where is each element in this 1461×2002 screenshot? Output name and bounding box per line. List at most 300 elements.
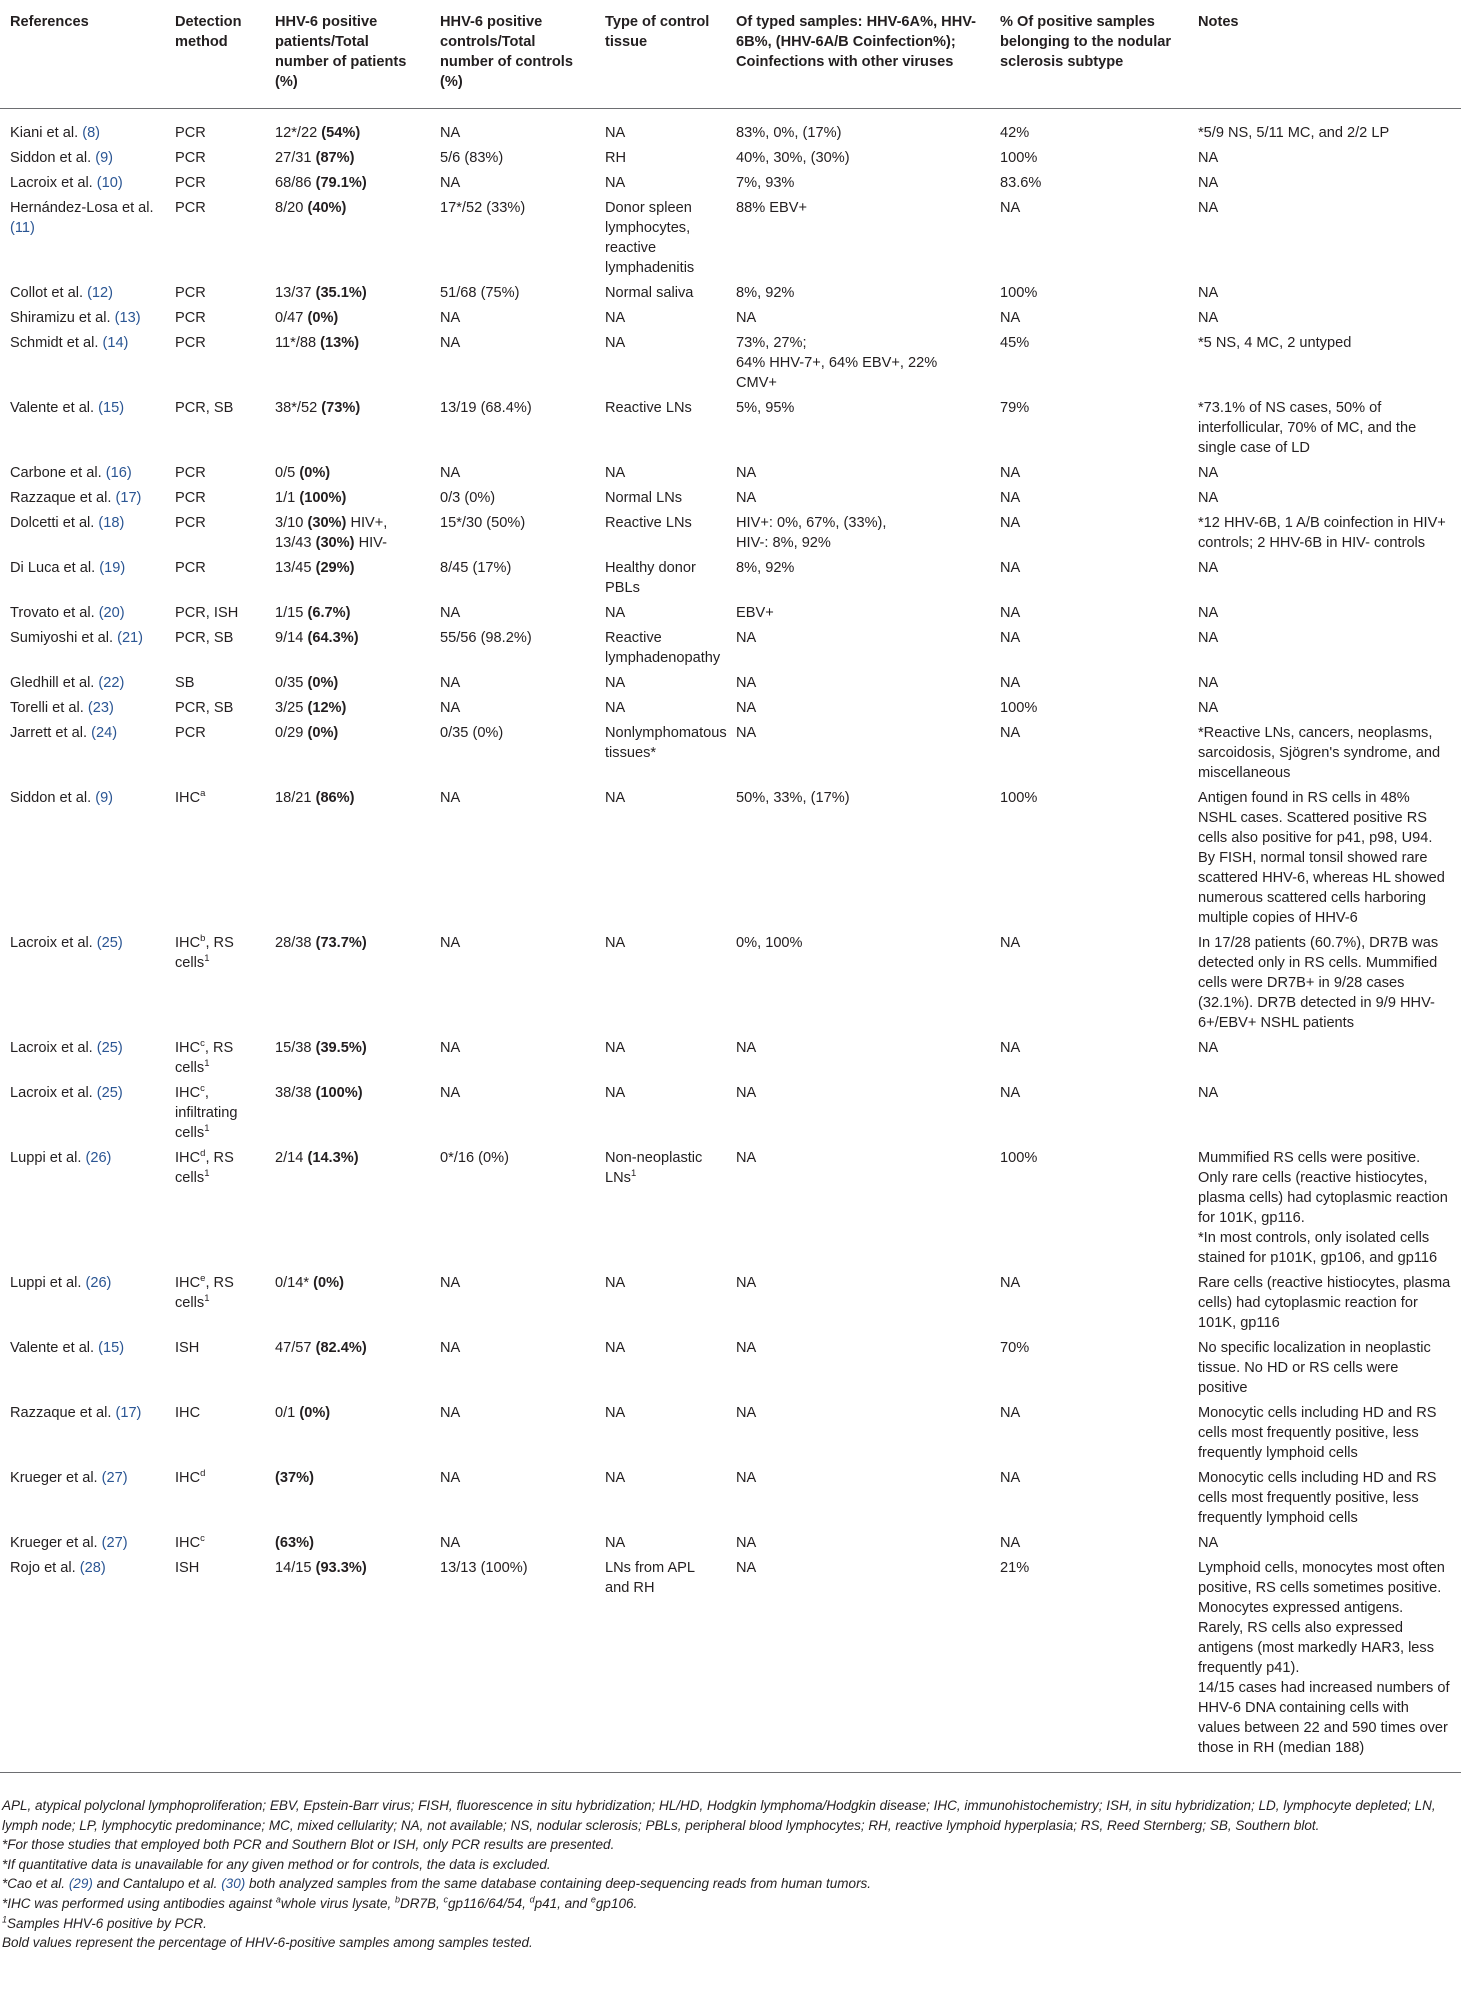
cell-control-tissue <box>595 1270 726 1335</box>
cell-positive-controls: NA <box>440 465 461 481</box>
tissue-text: NA <box>605 1405 626 1421</box>
reference-link[interactable]: (27) <box>101 1535 128 1551</box>
patients-ratio: 1/1 <box>275 490 300 506</box>
cell-detection-method <box>165 670 265 695</box>
reference-link[interactable]: (19) <box>99 560 126 576</box>
cell-control-tissue <box>595 695 726 720</box>
cell-control-tissue <box>595 930 726 1035</box>
reference-author: Jarrett et al. <box>10 725 92 741</box>
reference-link[interactable]: (13) <box>114 310 141 326</box>
cell-positive-patients <box>265 510 430 555</box>
patients-percent: (100%) <box>315 1085 363 1101</box>
cell-reference <box>0 305 165 330</box>
tissue-text: RH <box>605 150 627 166</box>
cell-positive-controls: 0/35 (0%) <box>440 725 504 741</box>
cell-control-tissue <box>595 785 726 930</box>
cell-reference <box>0 1035 165 1080</box>
cell-positive-patients <box>265 1530 430 1555</box>
method-text: IHC <box>175 1535 201 1551</box>
cell-positive-patients <box>265 195 430 280</box>
table-row <box>0 1145 1461 1270</box>
cell-positive-patients <box>265 1080 430 1145</box>
method-footnote-mark: d <box>200 1148 206 1160</box>
cell-positive-patients <box>265 670 430 695</box>
reference-link[interactable]: (30) <box>221 1876 246 1892</box>
table-row <box>0 510 1461 555</box>
patients-percent: (14.3%) <box>307 1150 359 1166</box>
reference-author: Krueger et al. <box>10 1470 102 1486</box>
patients-percent: (39.5%) <box>315 1040 367 1056</box>
cell-typed-samples: NA <box>736 630 757 646</box>
footnote-text: and Cantalupo et al. <box>92 1876 218 1892</box>
cell-control-tissue <box>595 1080 726 1145</box>
reference-author: Valente et al. <box>10 1340 99 1356</box>
reference-link[interactable]: (15) <box>98 1340 125 1356</box>
cell-reference <box>0 280 165 305</box>
tissue-text: NA <box>605 335 626 351</box>
cell-detection-method <box>165 625 265 670</box>
cell-notes: NA <box>1198 630 1219 646</box>
cell-positive-patients <box>265 695 430 720</box>
table-row <box>0 625 1461 670</box>
cell-nodular-sclerosis: 42% <box>1000 125 1030 141</box>
method-text-cont: , RS cells <box>175 1275 234 1311</box>
cell-nodular-sclerosis: NA <box>1000 560 1021 576</box>
method-text: PCR <box>175 200 206 216</box>
cell-typed-samples: NA <box>736 725 757 741</box>
table-row <box>0 195 1461 280</box>
cell-notes: Rare cells (reactive histiocytes, plasma cells) had cytoplasmic reaction for 101K, gp116 <box>1198 1275 1451 1331</box>
header-notes: Notes <box>1188 0 1461 109</box>
cell-positive-controls: 13/13 (100%) <box>430 1555 595 1773</box>
reference-link[interactable]: (11) <box>10 220 35 236</box>
tissue-text: Reactive LNs <box>605 515 692 531</box>
reference-link[interactable]: (25) <box>96 935 123 951</box>
cell-control-tissue <box>595 170 726 195</box>
cell-nodular-sclerosis: NA <box>1000 1275 1021 1291</box>
method-footnote-mark: a <box>200 788 206 800</box>
cell-notes: *12 HHV-6B, 1 A/B coinfection in HIV+ controls; 2 HHV-6B in HIV- controls <box>1198 515 1446 551</box>
reference-link[interactable]: (28) <box>79 1560 106 1576</box>
cell-detection-method <box>165 555 265 600</box>
reference-link[interactable]: (24) <box>91 725 118 741</box>
cell-positive-patients <box>265 720 430 785</box>
cell-detection-method <box>165 1335 265 1400</box>
tissue-footnote-mark: 1 <box>630 1168 637 1180</box>
reference-author: Carbone et al. <box>10 465 106 481</box>
cell-typed-samples: NA <box>736 310 757 326</box>
cell-detection-method <box>165 1035 265 1080</box>
reference-link[interactable]: (9) <box>95 150 114 166</box>
cell-positive-controls: 17*/52 (33%) <box>440 200 526 216</box>
cell-control-tissue <box>595 305 726 330</box>
table-row <box>0 485 1461 510</box>
patients-ratio: 13/37 <box>275 285 316 301</box>
header-references: References <box>0 0 165 109</box>
reference-author: Schmidt et al. <box>10 335 103 351</box>
reference-author: Razzaque et al. <box>10 490 116 506</box>
cell-notes: Monocytic cells including HD and RS cells most frequently positive, less frequently lymphoid cells <box>1198 1405 1437 1461</box>
tissue-text: Normal LNs <box>605 490 683 506</box>
patients-percent: (29%) <box>315 560 355 576</box>
method-text: IHC <box>175 1150 201 1166</box>
cell-detection-method <box>165 1465 265 1530</box>
cell-positive-patients <box>265 280 430 305</box>
reference-link[interactable]: (16) <box>105 465 132 481</box>
footnote-text: DR7B, <box>399 1895 444 1911</box>
patients-ratio: 8/20 <box>275 200 308 216</box>
cell-reference <box>0 460 165 485</box>
reference-author: Sumiyoshi et al. <box>10 630 118 646</box>
header-control-tissue: Type of control tissue <box>595 0 726 109</box>
header-nodular-sclerosis: % Of positive samples belonging to the nodular sclerosis subtype <box>990 0 1188 109</box>
cell-positive-patients <box>265 1335 430 1400</box>
cell-nodular-sclerosis: 70% <box>1000 1340 1030 1356</box>
reference-author: Torelli et al. <box>10 700 88 716</box>
method-footnote-mark: c <box>200 1038 205 1050</box>
table-row <box>0 395 1461 460</box>
cell-detection-method <box>165 695 265 720</box>
reference-link[interactable]: (20) <box>98 605 125 621</box>
table-row <box>0 280 1461 305</box>
patients-ratio: 38*/52 <box>275 400 322 416</box>
cell-detection-method <box>165 930 265 1035</box>
table-row <box>0 1080 1461 1145</box>
reference-author: Luppi et al. <box>10 1275 86 1291</box>
reference-author: Di Luca et al. <box>10 560 100 576</box>
table-row <box>0 930 1461 1035</box>
method-text: PCR <box>175 335 206 351</box>
cell-control-tissue <box>595 485 726 510</box>
table-row <box>0 1465 1461 1530</box>
patients-ratio: 11*/88 <box>275 335 321 351</box>
reference-author: Luppi et al. <box>10 1150 86 1166</box>
cell-detection-method <box>165 1400 265 1465</box>
cell-positive-controls: 0*/16 (0%) <box>440 1150 509 1166</box>
method-footnote-mark: d <box>200 1468 206 1480</box>
cell-nodular-sclerosis: 100% <box>1000 700 1038 716</box>
cell-nodular-sclerosis: 100% <box>1000 1150 1038 1166</box>
cell-reference <box>0 555 165 600</box>
patients-ratio: 0/47 <box>275 310 308 326</box>
method-text: ISH <box>175 1340 200 1356</box>
cell-reference <box>0 109 165 146</box>
reference-link[interactable]: (26) <box>85 1150 112 1166</box>
tissue-text: Nonlymphomatous tissues* <box>605 725 727 761</box>
cell-notes: Lymphoid cells, monocytes most often positive, RS cells sometimes positive. Monocytes expressed antigens. Rarely, RS cells also expressed antigens (most markedly HAR3, less frequently p41). 14/15 cases had increased numbers of HHV-6 DNA containing cells with values between 22 and 590 times over those in RH (median 188) <box>1188 1555 1461 1773</box>
patients-ratio: 13/43 <box>275 535 316 551</box>
tissue-text: NA <box>605 605 626 621</box>
cell-reference <box>0 625 165 670</box>
cell-positive-controls: NA <box>440 700 461 716</box>
reference-link[interactable]: (9) <box>95 790 114 806</box>
cell-typed-samples: 8%, 92% <box>736 560 795 576</box>
cell-reference <box>0 1465 165 1530</box>
cell-typed-samples: 88% EBV+ <box>736 200 807 216</box>
cell-typed-samples: NA <box>736 1150 757 1166</box>
cell-typed-samples: NA <box>736 465 757 481</box>
tissue-text: Reactive lymphadenopathy <box>605 630 721 666</box>
reference-link[interactable]: (21) <box>117 630 144 646</box>
reference-link[interactable]: (27) <box>101 1470 128 1486</box>
reference-link[interactable]: (22) <box>98 675 125 691</box>
patients-percent: (73%) <box>321 400 361 416</box>
cell-typed-samples: 40%, 30%, (30%) <box>736 150 850 166</box>
method-text-cont: , infiltrating cells <box>175 1085 238 1141</box>
tissue-text: Normal saliva <box>605 285 694 301</box>
cell-control-tissue <box>595 670 726 695</box>
cell-notes: NA <box>1198 150 1219 166</box>
footnote-ihc-antibodies: *IHC was performed using antibodies against $^a$whole virus lysate, $^b$DR7B, $^c$gp116/64/54, $^d$p41, and $^e$gp106. <box>2 1894 638 1911</box>
reference-link[interactable]: (25) <box>96 1085 123 1101</box>
cell-detection-method <box>165 195 265 280</box>
reference-author: Trovato et al. <box>10 605 99 621</box>
reference-link[interactable]: (26) <box>85 1275 112 1291</box>
cell-reference <box>0 510 165 555</box>
cell-positive-patients <box>265 930 430 1035</box>
cell-reference <box>0 930 165 1035</box>
cell-notes: Monocytic cells including HD and RS cells most frequently positive, less frequently lymphoid cells <box>1198 1470 1437 1526</box>
header-typed-samples: Of typed samples: HHV-6A%, HHV-6B%, (HHV-6A/B Coinfection%); Coinfections with other viruses <box>726 0 990 109</box>
table-footnotes <box>0 1796 1452 1953</box>
cell-notes: NA <box>1198 675 1219 691</box>
cell-control-tissue <box>595 600 726 625</box>
patients-ratio: 18/21 <box>275 790 316 806</box>
patients-ratio: 14/15 <box>275 1560 316 1576</box>
cell-positive-controls: 0/3 (0%) <box>440 490 496 506</box>
table-row <box>0 1270 1461 1335</box>
cell-nodular-sclerosis: NA <box>1000 675 1021 691</box>
method-text: IHC <box>175 935 201 951</box>
tissue-text: LNs from APL and RH <box>605 1560 695 1596</box>
reference-link[interactable]: (15) <box>98 400 125 416</box>
table-row <box>0 785 1461 930</box>
cell-typed-samples: NA <box>726 1555 990 1773</box>
cell-reference <box>0 170 165 195</box>
cell-control-tissue <box>595 1555 726 1773</box>
patients-percent: (30%) <box>315 535 355 551</box>
patients-ratio: 27/31 <box>275 150 316 166</box>
patients-percent: (6.7%) <box>307 605 351 621</box>
patients-percent: (0%) <box>299 1405 331 1421</box>
cell-positive-patients <box>265 460 430 485</box>
footnote-text: *Cao et al. <box>2 1876 66 1892</box>
cell-nodular-sclerosis: NA <box>1000 200 1021 216</box>
reference-author: Razzaque et al. <box>10 1405 116 1421</box>
cell-typed-samples: HIV+: 0%, 67%, (33%), HIV-: 8%, 92% <box>736 515 887 551</box>
patients-ratio: 0/14* <box>275 1275 314 1291</box>
method-text: PCR <box>175 490 206 506</box>
method-text: SB <box>175 675 195 691</box>
patients-ratio: 9/14 <box>275 630 308 646</box>
cell-positive-patients <box>265 600 430 625</box>
reference-link[interactable]: (18) <box>98 515 125 531</box>
cell-notes: NA <box>1198 465 1219 481</box>
reference-link[interactable]: (23) <box>87 700 114 716</box>
reference-link[interactable]: (29) <box>68 1876 93 1892</box>
cell-typed-samples: NA <box>736 1470 757 1486</box>
table-row <box>0 695 1461 720</box>
cell-nodular-sclerosis: NA <box>1000 630 1021 646</box>
tissue-text: Donor spleen lymphocytes, reactive lymphadenitis <box>605 200 695 276</box>
cell-detection-method <box>165 145 265 170</box>
cell-nodular-sclerosis: 100% <box>1000 285 1038 301</box>
tissue-text: NA <box>605 935 626 951</box>
footnote-text: Samples HHV-6 positive by PCR. <box>7 1915 207 1931</box>
cell-positive-controls: NA <box>440 1470 461 1486</box>
method-text: PCR <box>175 175 206 191</box>
tissue-text: NA <box>605 125 626 141</box>
cell-positive-patients <box>265 485 430 510</box>
cell-control-tissue <box>595 280 726 305</box>
patients-percent: (73.7%) <box>315 935 367 951</box>
cell-positive-patients <box>265 785 430 930</box>
cell-reference <box>0 1145 165 1270</box>
reference-link[interactable]: (12) <box>87 285 114 301</box>
cell-positive-patients <box>265 1555 430 1773</box>
reference-link[interactable]: (25) <box>96 1040 123 1056</box>
patients-ratio: 13/45 <box>275 560 316 576</box>
cell-detection-method <box>165 109 265 146</box>
method-footnote-mark: c <box>200 1083 205 1095</box>
cell-notes: *5/9 NS, 5/11 MC, and 2/2 LP <box>1198 125 1390 141</box>
patients-ratio: 0/35 <box>275 675 308 691</box>
cell-detection-method <box>165 170 265 195</box>
cell-control-tissue <box>595 195 726 280</box>
method-text: PCR <box>175 310 206 326</box>
cell-notes: In 17/28 patients (60.7%), DR7B was detected only in RS cells. Mummified cells were DR7B+ in 9/28 cases (32.1%). DR7B detected in 9/9 HHV-6+/EBV+ NSHL patients <box>1198 935 1439 1031</box>
cell-detection-method <box>165 485 265 510</box>
cell-control-tissue <box>595 1400 726 1465</box>
tissue-text: NA <box>605 1085 626 1101</box>
cell-typed-samples: NA <box>736 1535 757 1551</box>
cell-positive-controls: NA <box>440 125 461 141</box>
cell-typed-samples: NA <box>736 1040 757 1056</box>
reference-author: Kiani et al. <box>10 125 83 141</box>
reference-link[interactable]: (14) <box>102 335 129 351</box>
tissue-text: NA <box>605 1470 626 1486</box>
cell-positive-controls: NA <box>440 1405 461 1421</box>
cell-control-tissue <box>595 460 726 485</box>
cell-notes: NA <box>1198 175 1219 191</box>
cell-reference <box>0 1555 165 1773</box>
cell-positive-patients <box>265 145 430 170</box>
cell-control-tissue <box>595 395 726 460</box>
footnote-text: *IHC was performed using antibodies against <box>2 1895 276 1911</box>
cell-positive-controls: 55/56 (98.2%) <box>440 630 532 646</box>
cell-detection-method <box>165 1555 265 1773</box>
cell-typed-samples: 50%, 33%, (17%) <box>736 790 850 806</box>
patients-percent: (0%) <box>299 465 331 481</box>
cell-nodular-sclerosis: NA <box>1000 490 1021 506</box>
cell-positive-patients <box>265 1145 430 1270</box>
cell-positive-patients <box>265 330 430 395</box>
method-text: IHC <box>175 1040 201 1056</box>
footnote-samples-positive: $^1$Samples HHV-6 positive by PCR. <box>2 1914 207 1931</box>
reference-link[interactable]: (17) <box>115 490 142 506</box>
method-text: PCR, SB <box>175 400 234 416</box>
tissue-text: NA <box>605 675 626 691</box>
patients-percent: (12%) <box>307 700 347 716</box>
header-positive-controls: HHV-6 positive controls/Total number of controls (%) <box>430 0 595 109</box>
cell-positive-patients <box>265 555 430 600</box>
cell-nodular-sclerosis: 83.6% <box>1000 175 1042 191</box>
table-row <box>0 109 1461 146</box>
table-row <box>0 170 1461 195</box>
cell-typed-samples: NA <box>736 675 757 691</box>
patients-ratio: 68/86 <box>275 175 316 191</box>
cell-notes: NA <box>1198 700 1219 716</box>
reference-author: Hernández-Losa et al. <box>10 200 154 216</box>
patients-ratio: 1/15 <box>275 605 308 621</box>
table-row <box>0 555 1461 600</box>
method-text-cont: , RS cells <box>175 935 234 971</box>
method-text: PCR <box>175 125 206 141</box>
method-text: PCR <box>175 465 206 481</box>
cell-control-tissue <box>595 1145 726 1270</box>
tissue-text: Reactive LNs <box>605 400 692 416</box>
method-footnote-mark: 1 <box>204 1123 210 1135</box>
cell-typed-samples: 73%, 27%; 64% HHV-7+, 64% EBV+, 22% CMV+ <box>736 335 938 391</box>
patients-percent: (93.3%) <box>315 1560 367 1576</box>
reference-link[interactable]: (10) <box>96 175 123 191</box>
cell-positive-controls: NA <box>440 605 461 621</box>
table-row <box>0 145 1461 170</box>
table-row <box>0 1035 1461 1080</box>
reference-author: Lacroix et al. <box>10 1040 97 1056</box>
cell-typed-samples: NA <box>736 1275 757 1291</box>
cell-nodular-sclerosis: NA <box>1000 515 1021 531</box>
cell-nodular-sclerosis: NA <box>1000 465 1021 481</box>
reference-link[interactable]: (8) <box>82 125 101 141</box>
cell-notes: *5 NS, 4 MC, 2 untyped <box>1198 335 1352 351</box>
tissue-text: NA <box>605 1275 626 1291</box>
cell-positive-controls: NA <box>440 1275 461 1291</box>
cell-positive-controls: NA <box>440 935 461 951</box>
cell-reference <box>0 1400 165 1465</box>
patients-ratio: 12*/22 <box>275 125 322 141</box>
cell-detection-method <box>165 1530 265 1555</box>
cell-detection-method <box>165 1080 265 1145</box>
reference-link[interactable]: (17) <box>115 1405 142 1421</box>
footnote-pcr-note: *For those studies that employed both PCR and Southern Blot or ISH, only PCR results are presented. <box>2 1837 615 1853</box>
method-footnote-mark: 1 <box>204 1293 210 1305</box>
cell-notes: NA <box>1198 1040 1219 1056</box>
cell-typed-samples: 0%, 100% <box>736 935 803 951</box>
reference-author: Siddon et al. <box>10 790 96 806</box>
reference-author: Lacroix et al. <box>10 935 97 951</box>
cell-typed-samples: 83%, 0%, (17%) <box>736 125 842 141</box>
patients-percent: (0%) <box>307 310 339 326</box>
reference-author: Krueger et al. <box>10 1535 102 1551</box>
method-text: PCR, SB <box>175 630 234 646</box>
method-text: IHC <box>175 1275 201 1291</box>
cell-nodular-sclerosis: NA <box>1000 310 1021 326</box>
cell-positive-controls: 5/6 (83%) <box>440 150 504 166</box>
tissue-text: NA <box>605 175 626 191</box>
cell-control-tissue <box>595 145 726 170</box>
patients-percent: (64.3%) <box>307 630 359 646</box>
cell-detection-method <box>165 1270 265 1335</box>
footnote-text: gp116/64/54, <box>448 1895 530 1911</box>
table-row <box>0 1335 1461 1400</box>
cell-nodular-sclerosis: NA <box>1000 1405 1021 1421</box>
cell-typed-samples: NA <box>736 1405 757 1421</box>
reference-author: Shiramizu et al. <box>10 310 115 326</box>
cell-notes: NA <box>1198 1535 1219 1551</box>
cell-control-tissue <box>595 555 726 600</box>
cell-positive-patients <box>265 1035 430 1080</box>
